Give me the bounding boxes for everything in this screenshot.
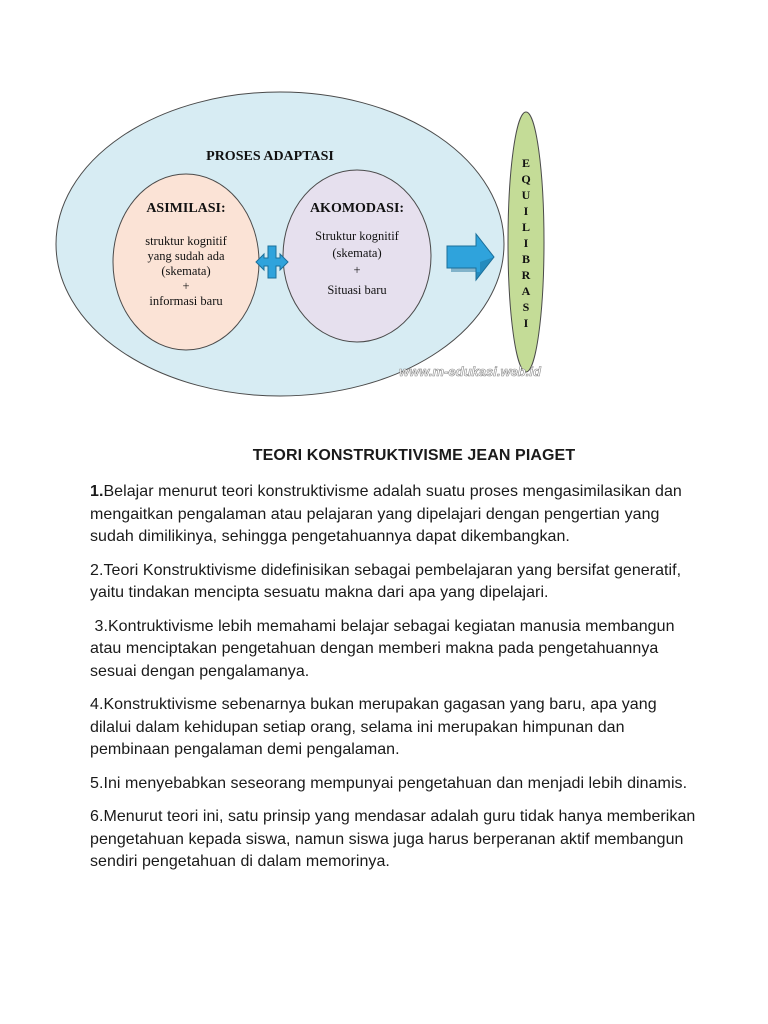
- list-item: [90, 806, 700, 874]
- equilibrasi-letter: S: [522, 300, 530, 314]
- point-text: Ini menyebabkan seseorang mempunyai pengetahuan dan menjadi lebih dinamis.: [103, 774, 688, 792]
- list-item: [90, 773, 700, 796]
- equilibrasi-letter: E: [521, 156, 531, 170]
- point-number: 5.: [90, 774, 104, 792]
- watermark-text: www.m-edukasi.web.id: [399, 364, 541, 379]
- diagram-canvas: [0, 0, 768, 420]
- akomodasi-heading: AKOMODASI:: [309, 201, 405, 216]
- equilibrasi-letter: B: [521, 252, 531, 266]
- equilibrasi-letter: I: [523, 316, 529, 330]
- theory-points-list: [90, 481, 700, 885]
- list-item: [90, 481, 700, 549]
- list-item: [90, 616, 700, 684]
- point-text: Konstruktivisme sebenarnya bukan merupakan gagasan yang baru, apa yang dilalui dalam kehidupan setiap orang, selama ini merupakan himpunan dan pembinaan pengalaman demi pengalaman.: [90, 696, 657, 758]
- point-text: Menurut teori ini, satu prinsip yang mendasar adalah guru tidak hanya memberikan pengetahuan kepada siswa, namun siswa juga harus berperanan aktif membangun sendiri pengetahuan di dalam memorinya.: [90, 808, 696, 870]
- piaget-adaptation-diagram: [0, 0, 768, 420]
- asimilasi-line: informasi baru: [149, 294, 223, 308]
- list-item: [90, 694, 700, 762]
- akomodasi-line: Situasi baru: [327, 283, 387, 297]
- akomodasi-line: Struktur kognitif: [315, 229, 399, 243]
- asimilasi-line: struktur kognitif: [145, 234, 227, 248]
- equilibrasi-letter: I: [523, 204, 529, 218]
- akomodasi-line: +: [353, 263, 361, 277]
- equilibrasi-letter: L: [521, 220, 531, 234]
- document-title: TEORI KONSTRUKTIVISME JEAN PIAGET: [252, 447, 576, 464]
- proses-adaptasi-label: PROSES ADAPTASI: [206, 149, 334, 164]
- equilibrasi-letter: U: [521, 188, 531, 202]
- asimilasi-heading: ASIMILASI:: [146, 201, 226, 216]
- equilibrasi-letter: I: [523, 236, 529, 250]
- equilibrasi-letter: R: [521, 268, 531, 282]
- point-number: 1.: [90, 483, 104, 500]
- asimilasi-line: yang sudah ada: [147, 249, 225, 263]
- point-number: 3.: [90, 617, 108, 635]
- equilibrasi-letter: Q: [521, 172, 531, 186]
- asimilasi-line: +: [182, 279, 190, 293]
- list-item: [90, 560, 700, 605]
- point-text: Belajar menurut teori konstruktivisme adalah suatu proses mengasimilasikan dan mengaitkan pengalaman atau pelajaran yang dipelajari dengan pengertian yang sudah dimilikinya, sehingga pengetahuannya dapat dikembangkan.: [90, 483, 682, 545]
- point-number: 6.: [90, 808, 104, 825]
- point-number: 4.: [90, 696, 104, 713]
- asimilasi-line: (skemata): [161, 264, 211, 278]
- equilibrasi-letter: A: [521, 284, 531, 298]
- point-number: 2.: [90, 561, 104, 579]
- akomodasi-line: (skemata): [332, 246, 382, 260]
- point-text: Teori Konstruktivisme didefinisikan sebagai pembelajaran yang bersifat generatif, yaitu tindakan mencipta sesuatu makna dari apa yang dipelajari.: [90, 561, 682, 601]
- point-text: Kontruktivisme lebih memahami belajar sebagai kegiatan manusia membangun atau menciptakan pengetahuan dengan memberi makna pada pengetahuannya sesuai dengan pengalamanya.: [90, 617, 675, 680]
